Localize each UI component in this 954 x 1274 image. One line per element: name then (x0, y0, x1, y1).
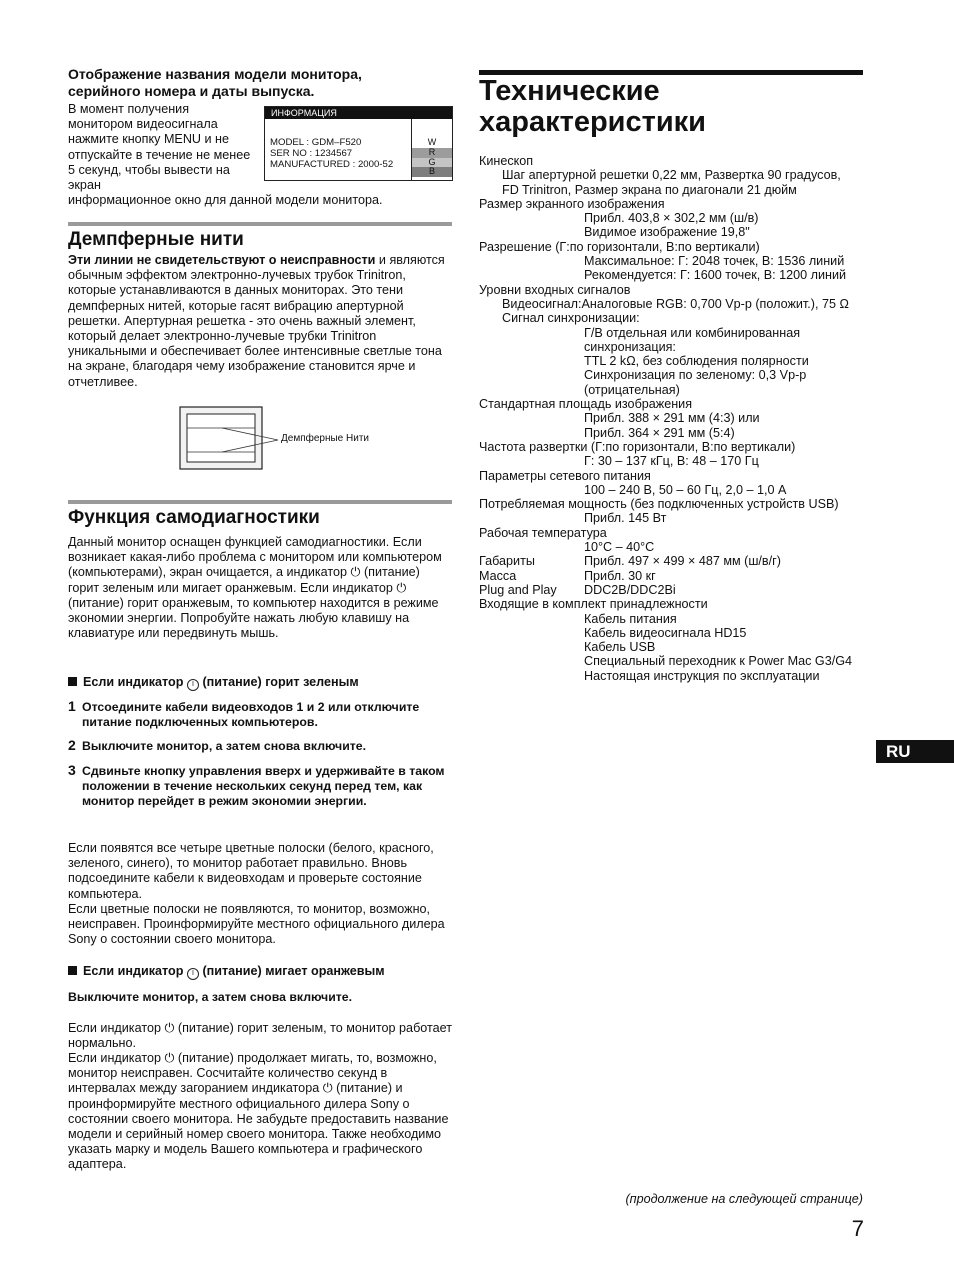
spec-value-image-size-2: Видимое изображение 19,8" (584, 225, 750, 240)
spec-value-consumption: Прибл. 145 Вт (584, 511, 667, 526)
spec-label-std-area: Стандартная площадь изображения (479, 397, 693, 412)
spec-value-sync-4: Синхронизация по зеленому: 0,3 Vp-p (584, 368, 807, 383)
spec-row-video (479, 297, 879, 311)
spec-label-image-size: Размер экранного изображения (479, 196, 665, 211)
osd-model-line: MODEL : GDM–F520 (270, 137, 362, 148)
spec-row-dimensions (479, 554, 879, 568)
spec-accessory-item: Кабель питания (584, 611, 677, 626)
step-item (68, 739, 452, 754)
step-number: 2 (68, 737, 76, 754)
continued-note: (продолжение на следующей странице) (625, 1192, 863, 1206)
spec-row-pnp (479, 583, 879, 597)
green-indicator-heading (68, 675, 359, 691)
step-item (68, 761, 452, 810)
spec-value-resolution-rec: Рекомендуется: Г: 1600 точек, В: 1200 линий (584, 268, 847, 283)
spec-label-mass: Масса (479, 568, 517, 583)
spec-value-std-area-2: Прибл. 364 × 291 мм (5:4) (584, 425, 735, 440)
power-icon: I (187, 679, 199, 691)
osd-serial-line: SER NO : 1234567 (270, 147, 353, 159)
spec-value-sync-2: синхронизация: (584, 339, 676, 354)
step-text: Выключите монитор, а затем снова включите. (82, 739, 367, 754)
spec-label-input-levels: Уровни входных сигналов (479, 282, 631, 297)
spec-value-mass: Прибл. 30 кг (584, 568, 656, 583)
osd-manufactured-line: MANUFACTURED : 2000-52 (270, 158, 394, 170)
spec-value-dimensions: Прибл. 497 × 499 × 487 мм (ш/в/г) (584, 554, 781, 569)
spec-label-power: Параметры сетевого питания (479, 468, 651, 483)
language-tab: RU (876, 740, 954, 763)
spec-value-temperature: 10°C – 40°C (584, 540, 655, 555)
spec-value-kinescope-2: FD Trinitron, Размер экрана по диагонали 21 дюйм (502, 182, 797, 197)
step-text: Отсоедините кабели видеовходов 1 и 2 или отключите питание подключенных компьютеров. (82, 700, 420, 730)
orange-heading-text-b: (питание) мигает оранжевым (202, 964, 385, 978)
spec-value-sync-5: (отрицательная) (584, 382, 680, 397)
spec-value-resolution-max: Максимальное: Г: 2048 точек, В: 1536 линий (584, 254, 845, 269)
page-number: 7 (851, 1216, 864, 1241)
model-info-heading: Отображение названия модели монитора, серийного номера и даты выпуска. (68, 66, 362, 99)
orange-result-fault: Если индикатор ⏻ (питание) продолжает мигать, то, возможно, монитор неисправен. Сосчитайте количество секунд в интервалах между загоранием индикатора ⏻ (питание) и проинформируйте местного официального дилера Sony о состоянии своего монитора. Не забудьте предоставить название модели и серийный номер своего монитора. Также необходимо указать марку и модель Вашего компьютера и графического адаптера. (68, 1051, 449, 1172)
square-bullet-icon (68, 966, 77, 975)
damper-figure-label: Демпферные Нити (281, 433, 369, 444)
spec-label-pnp: Plug and Play (479, 582, 557, 597)
osd-bar-white: W (412, 138, 452, 148)
green-result-ok: Если появятся все четыре цветные полоски (белого, красного, зеленого, синего), то монитор работает правильно. Вновь подсоедините кабели к видеовходам и проверьте состояние компьютера. (68, 841, 434, 901)
green-heading-text-a: Если индикатор (83, 675, 184, 689)
spec-value-sync-1: Г/В отдельная или комбинированная (584, 325, 801, 340)
model-info-body-tail: информационное окно для данной модели монитора. (68, 193, 383, 207)
monitor-screen (187, 414, 255, 462)
square-bullet-icon (68, 677, 77, 686)
spec-value-sync-3: TTL 2 kΩ, без соблюдения полярности (584, 354, 809, 369)
osd-bar-green: G (412, 158, 452, 168)
orange-result-ok: Если индикатор ⏻ (питание) горит зеленым, то монитор работает нормально. (68, 1021, 452, 1051)
spec-accessory-item: Кабель USB (584, 640, 656, 655)
spec-label-dimensions: Габариты (479, 554, 535, 569)
model-info-body: В момент получения монитором видеосигнала нажмите кнопку MENU и не отпускайте в течение не менее 5 секунд, чтобы вывести на экран (68, 102, 251, 193)
orange-heading-text-a: Если индикатор (83, 964, 184, 978)
step-item (68, 700, 452, 730)
step-number: 3 (68, 761, 76, 778)
step-number: 1 (68, 698, 76, 714)
spec-label-consumption: Потребляемая мощность (без подключенных устройств USB) (479, 497, 839, 512)
spec-label-resolution: Разрешение (Г:по горизонтали, В:по вертикали) (479, 239, 760, 254)
section-rule-selfdiag (68, 500, 452, 504)
spec-value-kinescope-1: Шаг апертурной решетки 0,22 мм, Развертка 90 градусов, (502, 168, 841, 183)
green-result-fault: Если цветные полоски не появляются, то монитор, возможно, неисправен. Проинформируйте местного официального дилера Sony о состоянии своего монитора. (68, 902, 445, 947)
spec-value-video: Аналоговые RGB: 0,700 Vp-p (положит.), 75 Ω (581, 296, 849, 311)
osd-info-window (264, 106, 453, 181)
selfdiag-intro: Данный монитор оснащен функцией самодиагностики. Если возникает какая-либо проблема с монитором или компьютером (компьютерами), экран очищается, а индикатор ⏻ (питание) горит зеленым или мигает оранжевым. Если индикатор ⏻ (питание) горит оранжевым, то компьютер находится в режиме экономии энергии. Попробуйте нажать любую клавишу на клавиатуре или передвинуть мышь. (68, 535, 442, 641)
spec-accessory-item: Кабель видеосигнала HD15 (584, 625, 747, 640)
spec-accessory-item: Специальный переходник к Power Mac G3/G4 (584, 654, 852, 669)
damper-body-text: и являются обычным эффектом электронно-лучевых трубок Trinitron, которые устанавливаются в данных мониторах. Это тени демпферных нитей, которые гасят вибрацию апертурной решетки. Апертурная решетка - это очень важный элемент, который делает электронно-лучевые трубки Trinitron уникальными и обеспечивает более интенсивные светлые тона на экране, благодаря чему изображение становится ярче и отчетливее. (68, 253, 445, 389)
osd-bar-blue: B (412, 167, 452, 177)
selfdiag-heading: Функция самодиагностики (68, 507, 320, 528)
spec-accessory-item: Настоящая инструкция по эксплуатации (584, 668, 820, 683)
spec-row-mass (479, 569, 879, 583)
step-text: Сдвиньте кнопку управления вверх и удерживайте в таком положении в течение нескольких секунд перед тем, как монитор перейдет в режим экономии энергии. (82, 763, 445, 809)
spec-value-power: 100 – 240 В, 50 – 60 Гц, 2,0 – 1,0 А (584, 482, 787, 497)
green-heading-text-b: (питание) горит зеленым (202, 675, 359, 689)
spec-label-frequency: Частота развертки (Г:по горизонтали, В:по вертикали) (479, 439, 796, 454)
osd-bar-red: R (412, 148, 452, 158)
specs-list (479, 154, 879, 683)
spec-label-video: Видеосигнал: (502, 296, 582, 311)
osd-text (270, 138, 393, 170)
spec-value-std-area-1: Прибл. 388 × 291 мм (4:3) или (584, 411, 760, 426)
spec-label-kinescope: Кинескоп (479, 154, 534, 168)
damper-body-bold: Эти линии не свидетельствуют о неисправности (68, 253, 376, 267)
spec-label-accessories: Входящие в комплект принадлежности (479, 597, 708, 612)
spec-label-temperature: Рабочая температура (479, 525, 607, 540)
orange-instruction: Выключите монитор, а затем снова включите. (68, 990, 353, 1004)
spec-value-image-size-1: Прибл. 403,8 × 302,2 мм (ш/в) (584, 211, 759, 226)
spec-label-sync: Сигнал синхронизации: (502, 311, 640, 326)
damper-body (68, 253, 452, 390)
spec-value-frequency: Г: 30 – 137 кГц, В: 48 – 170 Гц (584, 454, 759, 469)
osd-title: ИНФОРМАЦИЯ (265, 107, 452, 119)
specs-title: Технические характеристики (479, 75, 706, 138)
osd-color-bars (412, 138, 452, 177)
section-rule-damper (68, 222, 452, 226)
power-icon: I (187, 968, 199, 980)
green-steps-list (68, 700, 452, 818)
spec-value-pnp: DDC2B/DDC2Bi (584, 582, 676, 597)
orange-indicator-heading (68, 964, 385, 980)
damper-heading: Демпферные нити (68, 229, 244, 250)
